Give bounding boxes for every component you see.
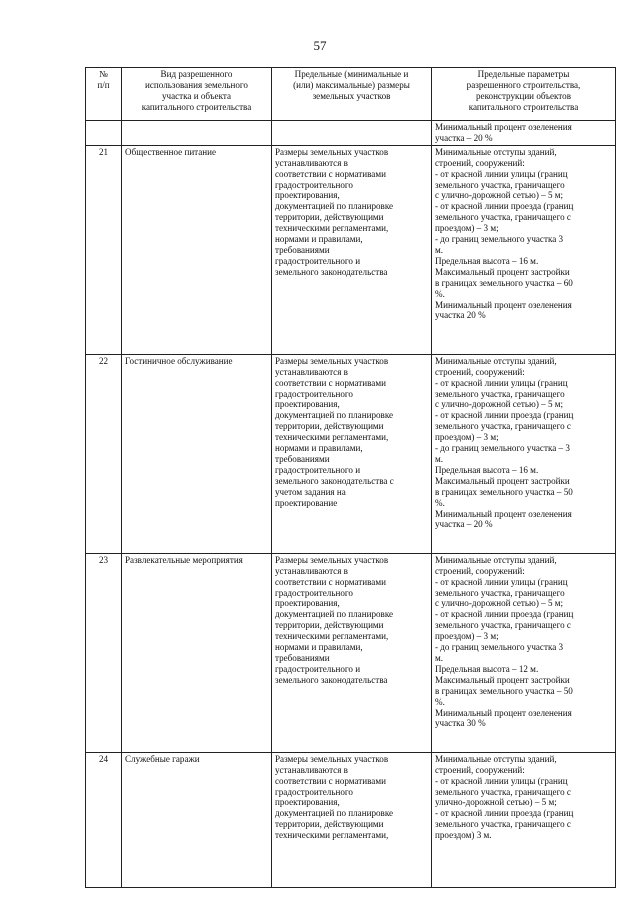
cell-line: участка – 20 %: [435, 132, 493, 143]
cell-line: устанавливаются в: [275, 565, 348, 576]
cell-line: соответствии с нормативами: [275, 168, 386, 179]
cell-line: - до границ земельного участка 3: [435, 642, 564, 653]
header-line: п/п: [97, 79, 110, 90]
cell-line: земельного законодательства с: [275, 475, 394, 486]
header-line: капитального строительства: [141, 101, 252, 112]
cell-line: требованиями: [275, 652, 330, 663]
header-line: реконструкции объектов: [475, 90, 572, 101]
cell-line: требованиями: [275, 453, 330, 464]
cell-line: проектирования,: [275, 399, 340, 410]
cell-line: требованиями: [275, 244, 330, 255]
cell-line: проектирование: [275, 497, 338, 508]
cell-line: Минимальный процент озеленения: [435, 122, 572, 132]
cell-number: 23: [86, 553, 122, 752]
table-row: [86, 354, 616, 553]
cell-plot-sizes: [272, 553, 432, 752]
header-line: капитального строительства: [468, 101, 579, 112]
cell-line: Минимальный процент озеленения: [435, 508, 572, 519]
cell-line: %.: [435, 288, 445, 299]
cell-line: Минимальные отступы зданий,: [435, 355, 557, 366]
header-build-params: [432, 68, 616, 121]
cell-line: Размеры земельных участков: [275, 146, 389, 157]
cell-line: градостроительного и: [275, 663, 361, 674]
cell-line: - от красной линии проезда (границ: [435, 201, 574, 212]
cell-line: улично-дорожной сетью) – 5 м;: [435, 797, 557, 808]
cell-plot-sizes: [272, 145, 432, 354]
cell-line: с улично-дорожной сетью) – 5 м;: [435, 190, 564, 201]
cell-line: документацией по планировке: [275, 808, 394, 819]
cell-line: с улично-дорожной сетью) – 5 м;: [435, 598, 564, 609]
table-header-row: [86, 68, 616, 121]
cell-build-params: [432, 121, 616, 146]
cell-line: участка 30 %: [435, 718, 486, 729]
cell-line: Минимальные отступы зданий,: [435, 554, 557, 565]
cell-number: 21: [86, 145, 122, 354]
cell-line: - от красной линии улицы (границ: [435, 775, 568, 786]
cell-build-params: [432, 354, 616, 553]
cell-line: градостроительного: [275, 388, 353, 399]
cell-line: документацией по планировке: [275, 609, 394, 620]
cell-line: %.: [435, 696, 445, 707]
cell-line: земельного участка, граничащего: [435, 587, 565, 598]
cell-line: Предельная высота – 16 м.: [435, 464, 539, 475]
cell-line: техническими регламентами,: [275, 223, 389, 234]
cell-line: строений, сооружений:: [435, 764, 525, 775]
cell-number: 24: [86, 752, 122, 887]
cell-line: Размеры земельных участков: [275, 355, 389, 366]
cell-line: - до границ земельного участка 3: [435, 234, 564, 245]
cell-line: земельного участка, граничащего: [435, 388, 565, 399]
cell-line: м.: [435, 652, 444, 663]
cell-line: проездом) – 3 м;: [435, 631, 499, 642]
cell-line: нормами и правилами,: [275, 234, 363, 245]
cell-line: Максимальный процент застройки: [435, 266, 570, 277]
zoning-table: [85, 67, 616, 888]
cell-line: градостроительного и: [275, 255, 361, 266]
cell-line: проектирования,: [275, 797, 340, 808]
cell-number: 22: [86, 354, 122, 553]
cell-line: устанавливаются в: [275, 157, 348, 168]
cell-line: строений, сооружений:: [435, 366, 525, 377]
cell-line: Максимальный процент застройки: [435, 475, 570, 486]
cell-line: в границах земельного участка – 50: [435, 486, 573, 497]
header-line: Вид разрешенного: [160, 69, 233, 79]
cell-line: участка – 20 %: [435, 519, 493, 530]
cell-line: земельного участка, граничащего с: [435, 786, 571, 797]
cell-line: строений, сооружений:: [435, 565, 525, 576]
header-plot-sizes: [272, 68, 432, 121]
cell-plot-sizes: [272, 121, 432, 146]
cell-line: земельного законодательства: [275, 674, 388, 685]
cell-build-params: [432, 145, 616, 354]
cell-line: %.: [435, 497, 445, 508]
header-line: Предельные параметры: [477, 69, 570, 79]
cell-use-type: Служебные гаражи: [122, 752, 272, 887]
cell-line: Размеры земельных участков: [275, 753, 389, 764]
cell-line: строений, сооружений:: [435, 157, 525, 168]
cell-line: м.: [435, 244, 444, 255]
cell-line: с улично-дорожной сетью) – 5 м;: [435, 399, 564, 410]
cell-line: Предельная высота – 12 м.: [435, 663, 539, 674]
cell-line: техническими регламентами,: [275, 432, 389, 443]
header-line: участка и объекта: [161, 90, 231, 101]
cell-line: земельного участка, граничащего с: [435, 819, 571, 830]
cell-line: в границах земельного участка – 60: [435, 277, 573, 288]
cell-line: градостроительного: [275, 786, 353, 797]
cell-line: Минимальный процент озеленения: [435, 707, 572, 718]
cell-line: - от красной линии проезда (границ: [435, 410, 574, 421]
cell-line: соответствии с нормативами: [275, 377, 386, 388]
cell-line: градостроительного: [275, 179, 353, 190]
cell-number: [86, 121, 122, 146]
cell-line: Минимальный процент озеленения: [435, 299, 572, 310]
cell-line: проектирования,: [275, 190, 340, 201]
cell-line: территории, действующими: [275, 819, 384, 830]
cell-line: проездом) – 3 м;: [435, 432, 499, 443]
cell-use-type: Развлекательные мероприятия: [122, 553, 272, 752]
cell-line: территории, действующими: [275, 620, 384, 631]
cell-line: техническими регламентами,: [275, 830, 389, 841]
cell-build-params: [432, 553, 616, 752]
cell-line: - от красной линии улицы (границ: [435, 576, 568, 587]
cell-line: проездом) – 3 м;: [435, 223, 499, 234]
table-row: [86, 752, 616, 887]
cell-line: Минимальные отступы зданий,: [435, 146, 557, 157]
cell-use-type: Общественное питание: [122, 145, 272, 354]
header-line: разрешенного строительства,: [466, 79, 581, 90]
cell-plot-sizes: [272, 752, 432, 887]
cell-line: документацией по планировке: [275, 410, 394, 421]
cell-line: устанавливаются в: [275, 764, 348, 775]
cell-line: документацией по планировке: [275, 201, 394, 212]
cell-line: участка 20 %: [435, 310, 486, 321]
header-line: (или) максимальные) размеры: [293, 79, 410, 90]
cell-use-type: [122, 121, 272, 146]
cell-line: Максимальный процент застройки: [435, 674, 570, 685]
cell-line: соответствии с нормативами: [275, 775, 386, 786]
cell-build-params: [432, 752, 616, 887]
cell-line: проектирования,: [275, 598, 340, 609]
cell-line: градостроительного: [275, 587, 353, 598]
cell-line: нормами и правилами,: [275, 642, 363, 653]
table-row-continuation: [86, 121, 616, 146]
cell-line: земельного участка, граничащего: [435, 179, 565, 190]
header-use-type: [122, 68, 272, 121]
header-line: №: [99, 69, 108, 79]
cell-line: земельного участка, граничащего с: [435, 421, 571, 432]
cell-line: в границах земельного участка – 50: [435, 685, 573, 696]
cell-line: Минимальные отступы зданий,: [435, 753, 557, 764]
cell-plot-sizes: [272, 354, 432, 553]
cell-line: - до границ земельного участка – 3: [435, 443, 570, 454]
header-number: [86, 68, 122, 121]
cell-line: земельного участка, граничащего с: [435, 620, 571, 631]
cell-line: техническими регламентами,: [275, 631, 389, 642]
cell-line: Размеры земельных участков: [275, 554, 389, 565]
cell-line: соответствии с нормативами: [275, 576, 386, 587]
cell-line: нормами и правилами,: [275, 443, 363, 454]
header-line: Предельные (минимальные и: [294, 69, 409, 79]
cell-line: проездом) 3 м.: [435, 830, 492, 841]
cell-line: устанавливаются в: [275, 366, 348, 377]
cell-line: м.: [435, 453, 444, 464]
cell-line: - от красной линии улицы (границ: [435, 377, 568, 388]
cell-line: территории, действующими: [275, 212, 384, 223]
cell-line: земельного законодательства: [275, 266, 388, 277]
header-line: земельных участков: [312, 90, 391, 101]
cell-line: - от красной линии улицы (границ: [435, 168, 568, 179]
cell-line: учетом задания на: [275, 486, 346, 497]
cell-line: - от красной линии проезда (границ: [435, 609, 574, 620]
cell-line: градостроительного и: [275, 464, 361, 475]
cell-line: земельного участка, граничащего с: [435, 212, 571, 223]
page-number: 57: [313, 38, 327, 53]
cell-line: Предельная высота – 16 м.: [435, 255, 539, 266]
table-row: [86, 145, 616, 354]
cell-use-type: Гостиничное обслуживание: [122, 354, 272, 553]
cell-line: территории, действующими: [275, 421, 384, 432]
cell-line: - от красной линии проезда (границ: [435, 808, 574, 819]
table-row: [86, 553, 616, 752]
header-line: использования земельного: [145, 79, 248, 90]
